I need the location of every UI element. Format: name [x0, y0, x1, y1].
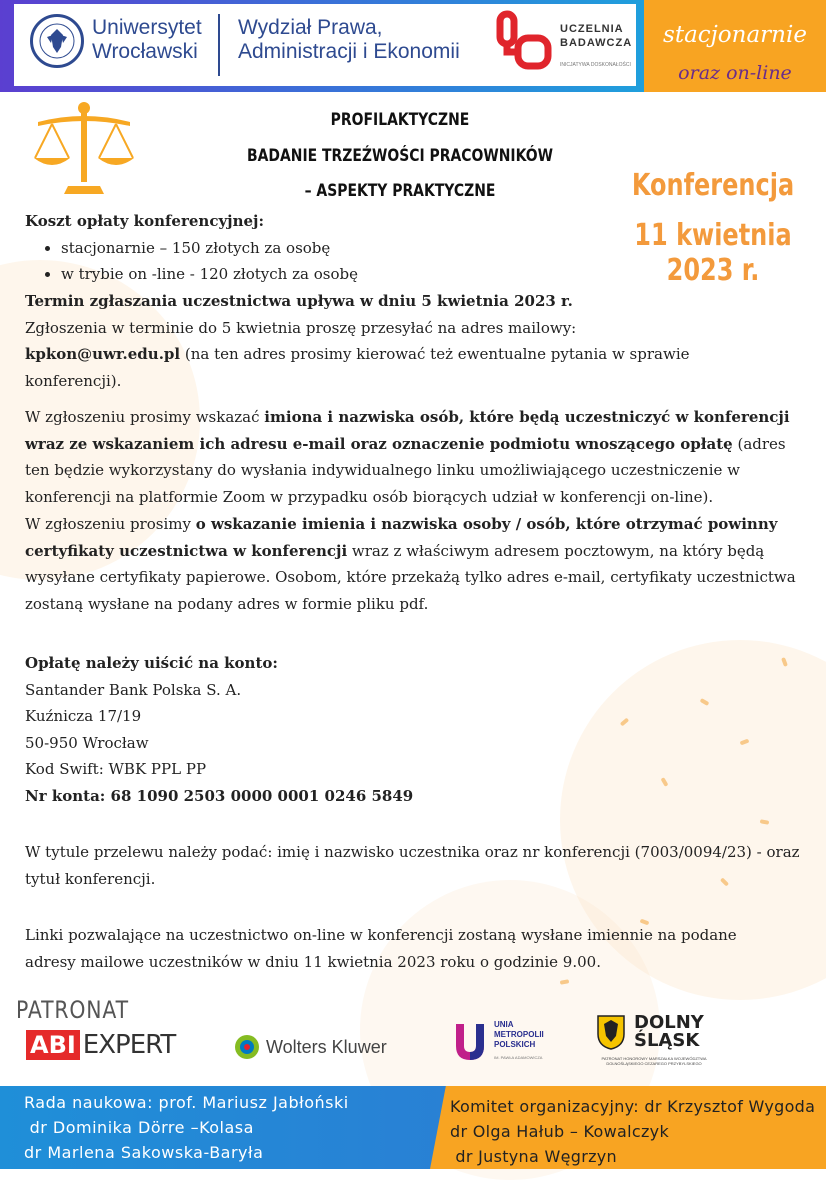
payment-line: Kuźnicza 17/19: [25, 707, 142, 726]
payment-line: Santander Bank Polska S. A.: [25, 680, 242, 699]
research-subtitle: INICJATYWA DOSKONAŁOŚCI: [560, 62, 631, 68]
organizing-committee: [450, 1094, 815, 1169]
conference-label: Konferencja: [631, 168, 795, 203]
conference-date: 11 kwietnia 2023 r.: [634, 218, 792, 288]
transfer-note: W tytule przelewu należy podać: imię i nazwisko uczestnika oraz nr konferencji (7003/0094/23) - oraz tytuł konferencji.: [25, 843, 800, 888]
council-line: dr Dominika Dörre –Kolasa: [24, 1118, 254, 1137]
payment-heading: Opłatę należy uiścić na konto:: [25, 654, 278, 672]
deadline-text: Zgłoszenia w terminie do 5 kwietnia proszę przesyłać na adres mailowy:: [25, 318, 577, 337]
list-item: • w trybie on -line - 120 złotych za osobę: [61, 261, 615, 288]
union-label-line: METROPOLII: [494, 1030, 544, 1039]
fees-heading: Koszt opłaty konferencyjnej:: [25, 212, 265, 230]
committee-line: dr Justyna Węgrzyn: [450, 1147, 617, 1166]
dolny-label-line: DOLNY: [634, 1012, 704, 1033]
research-label-line: UCZELNIA: [560, 23, 624, 35]
para-bold: imiona i nazwiska osób, które będą uczestniczyć w konferencji wraz ze wskazaniem ich adresu e-mail oraz oznaczenie podmiotu wnoszącego opłatę: [25, 408, 790, 453]
deadline-section: [25, 288, 805, 394]
deadline-heading: Termin zgłaszania uczestnictwa upływa w dniu 5 kwietnia 2023 r.: [25, 292, 573, 310]
fees-section: [25, 208, 615, 288]
patronage-label: PATRONAT: [16, 996, 129, 1024]
para-text: W zgłoszeniu prosimy wskazać: [25, 408, 265, 426]
list-item: • stacjonarnie – 150 złotych za osobę: [61, 235, 615, 262]
university-name-line: Wrocławski: [92, 40, 198, 63]
council-line: Rada naukowa: prof. Mariusz Jabłoński: [24, 1093, 349, 1112]
union-sub: IM. PAWŁA ADAMOWICZA: [494, 1055, 543, 1060]
para-text: (adres ten będzie wykorzystany do wysłania indywidualnego linku umożliwiającego uczestniczenie w konferencji na platformie Zoom w przypadku osób biorących udział w konferencji on-line).: [25, 434, 786, 506]
research-label-line: BADAWCZA: [560, 37, 633, 49]
department-name-line: Administracji i Ekonomii: [238, 40, 460, 63]
mode-online: oraz on-line: [678, 62, 792, 84]
para-text: W zgłoszeniu prosimy: [25, 515, 196, 533]
registration-paragraph: [25, 404, 805, 510]
abi-logo-text: EXPERT: [82, 1030, 176, 1060]
header-divider: [218, 14, 220, 76]
scientific-council: [24, 1090, 349, 1165]
title-line: BADANIE TRZEŹWOŚCI PRACOWNIKÓW: [247, 146, 553, 166]
account-number: Nr konta: 68 1090 2503 0000 0001 0246 5849: [25, 786, 414, 805]
committee-line: Komitet organizacyjny: dr Krzysztof Wygoda: [450, 1097, 816, 1116]
wolters-kluwer-text: Wolters Kluwer: [266, 1036, 387, 1057]
title-line: PROFILAKTYCZNE: [330, 110, 470, 130]
wolters-kluwer-icon: [234, 1034, 260, 1060]
dolny-slask-logo: [596, 1014, 712, 1066]
research-university-label: [560, 22, 632, 50]
links-note: Linki pozwalające na uczestnictwo on-line w konferencji zostaną wysłane imiennie na podane adresy mailowe uczestników w dniu 11 kwietnia 2023 roku o godzinie 9.00.: [25, 926, 737, 971]
department-name: [238, 16, 460, 64]
dolny-slask-crest-icon: [596, 1014, 626, 1050]
email-note: (na ten adres prosimy kierować też ewentualne pytania w sprawie konferencji).: [25, 345, 690, 390]
payment-line: 50-950 Wrocław: [25, 733, 149, 752]
title-line: – ASPEKTY PRAKTYCZNE: [304, 181, 496, 201]
union-u-icon: [452, 1022, 488, 1062]
wolters-kluwer-logo: [234, 1034, 387, 1060]
certificate-paragraph: [25, 511, 805, 617]
committee-line: dr Olga Hałub – Kowalczyk: [450, 1122, 670, 1141]
union-metropolis-logo: [452, 1020, 544, 1063]
abi-logo-box: ABI: [26, 1030, 80, 1060]
abi-expert-logo: [26, 1030, 175, 1060]
payment-section: [25, 650, 805, 810]
dolny-label-line: ŚLĄSK: [634, 1030, 700, 1051]
para-text: wraz z właściwym adresem pocztowym, na który będą wysyłane certyfikaty papierowe. Osobom, które przekażą tylko adres e-mail, certyfikaty uczestnictwa zostaną wysłane na podany adres w formie pliku pdf.: [25, 541, 796, 613]
council-line: dr Marlena Sakowska-Baryła: [24, 1143, 264, 1162]
research-university-logo-icon: [494, 10, 554, 72]
scales-of-justice-icon: [32, 100, 136, 196]
university-name-line: Uniwersytet: [92, 16, 202, 39]
payment-line: Kod Swift: WBK PPL PP: [25, 760, 207, 779]
department-name-line: Wydział Prawa,: [238, 16, 383, 39]
dolny-sub: PATRONAT HONOROWY MARSZAŁKA WOJEWÓDZTWA DOLNOŚLĄSKIEGO CEZAREGO PRZYBYLSKIEGO: [601, 1056, 707, 1066]
union-label-line: POLSKICH: [494, 1040, 536, 1049]
fees-list: [25, 235, 615, 288]
contact-email-link[interactable]: kpkon@uwr.edu.pl: [25, 345, 181, 364]
university-crest-icon: [30, 14, 84, 68]
union-label-line: UNIA: [494, 1020, 514, 1029]
para-bold: o wskazanie imienia i nazwiska osoby / osób, które otrzymać powinny certyfikaty uczestnictwa w konferencji: [25, 515, 778, 560]
mode-onsite: stacjonarnie: [663, 22, 807, 48]
university-name: [92, 16, 202, 64]
